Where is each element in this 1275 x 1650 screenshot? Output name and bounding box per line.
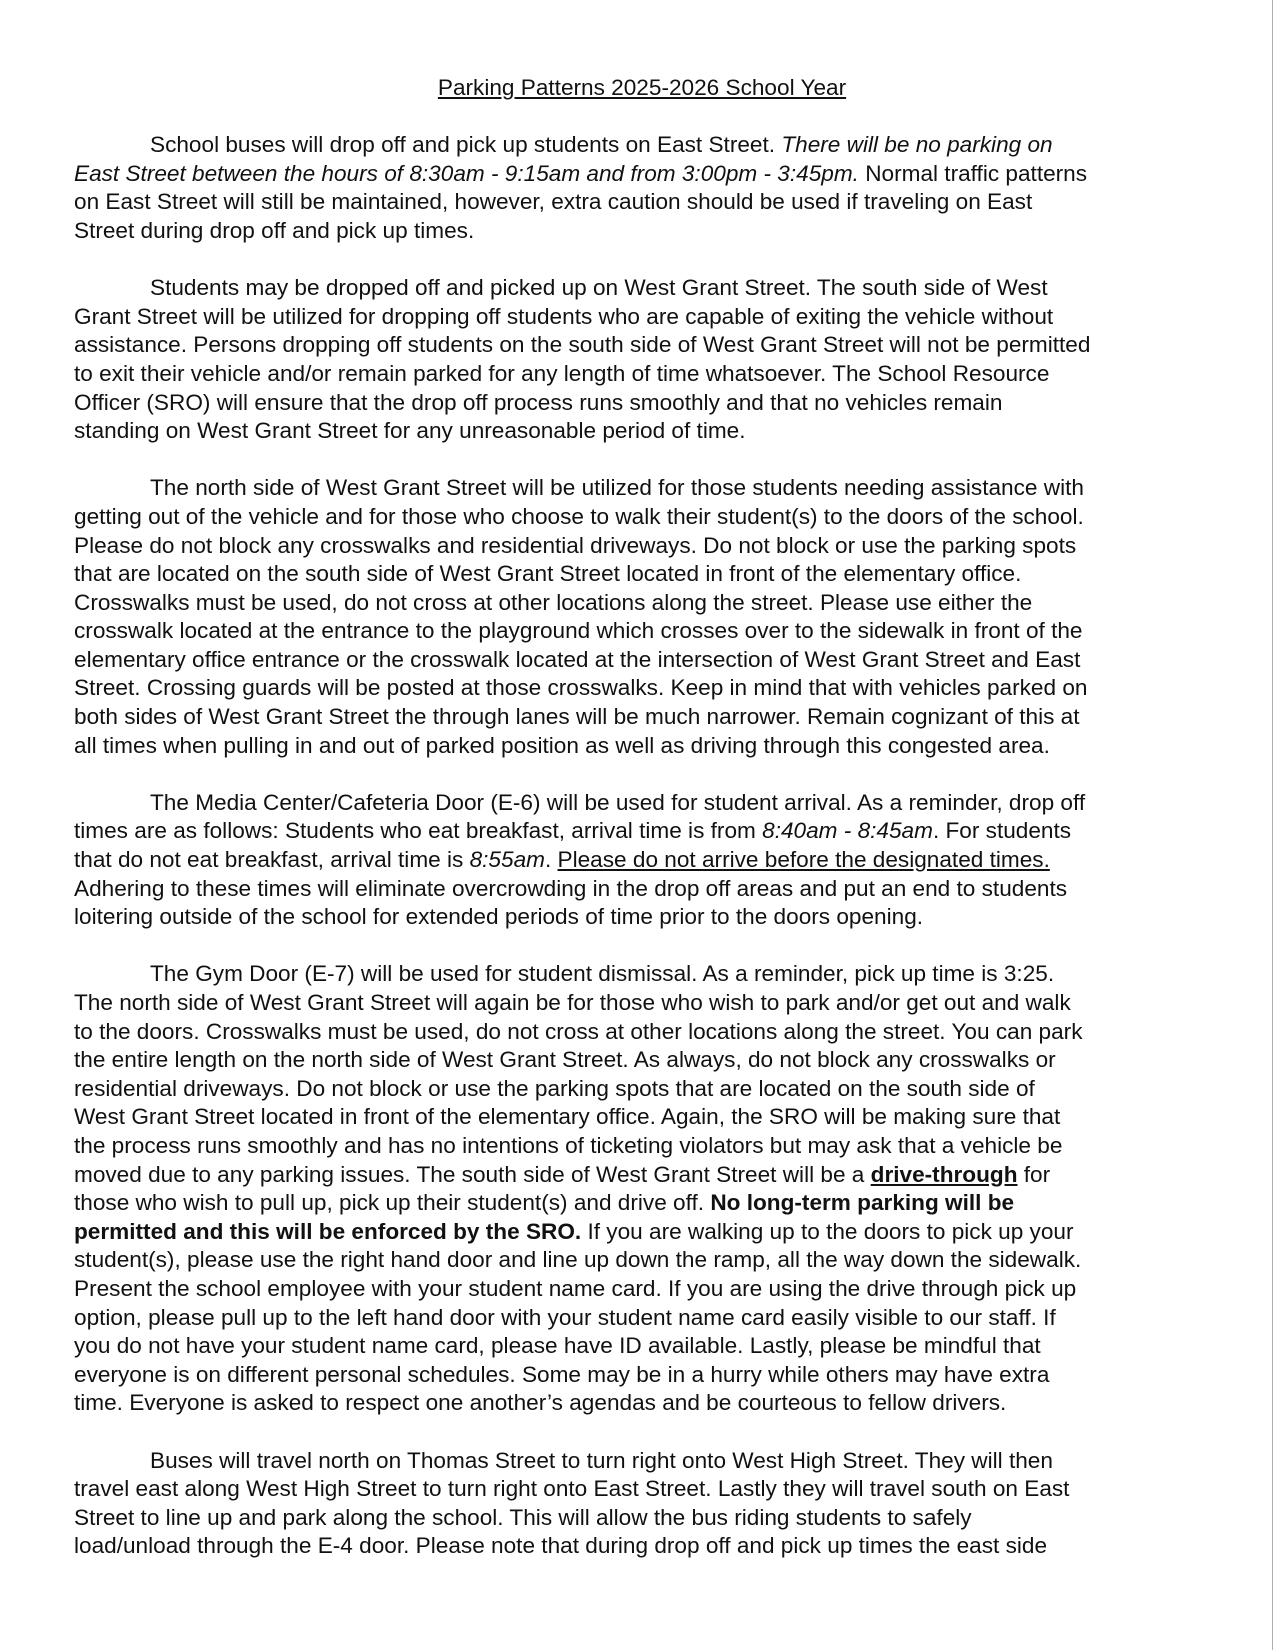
text-line xyxy=(74,389,1210,418)
text-run: Please do not block any crosswalks and residential driveways. Do not block or use the parking spots xyxy=(74,532,1077,558)
text-run: . xyxy=(544,847,558,873)
text-line xyxy=(74,1361,1210,1390)
text-line xyxy=(74,1475,1210,1504)
text-run: to the doors. Crosswalks must be used, do not cross at other locations along the street. You can park xyxy=(74,1018,1083,1044)
text-line xyxy=(74,1046,1210,1075)
document-body xyxy=(74,74,1210,1589)
text-line xyxy=(74,1218,1210,1247)
text-run: load/unload through the E-4 door. Please note that during drop off and pick up times the east side xyxy=(74,1533,1048,1559)
text-run: time. Everyone is asked to respect one another’s agendas and be courteous to fellow drivers. xyxy=(74,1390,1007,1416)
paragraph-bus-route xyxy=(74,1447,1210,1561)
text-line xyxy=(74,474,1210,503)
text-line xyxy=(74,1018,1210,1047)
text-run: to exit their vehicle and/or remain parked for any length of time whatsoever. The School Resource xyxy=(74,360,1050,386)
text-run: option, please pull up to the left hand door with your student name card easily visible to our staff. If xyxy=(74,1304,1056,1330)
text-line xyxy=(74,417,1210,446)
text-run: you do not have your student name card, please have ID available. Lastly, please be mindful that xyxy=(74,1333,1041,1359)
text-run: travel east along West High Street to turn right onto East Street. Lastly they will travel south on East xyxy=(74,1476,1070,1502)
text-run: residential driveways. Do not block or use the parking spots that are located on the south side of xyxy=(74,1075,1035,1101)
text-line xyxy=(74,160,1210,189)
text-run: The Gym Door (E-7) will be used for student dismissal. As a reminder, pick up time is 3:25. xyxy=(150,961,1055,987)
text-line xyxy=(74,703,1210,732)
paragraph-buses-east-street xyxy=(74,131,1210,245)
text-run: assistance. Persons dropping off students on the south side of West Grant Street will not be permitted xyxy=(74,332,1091,358)
text-line xyxy=(74,789,1210,818)
styled-text-run: permitted and this will be enforced by the SRO. xyxy=(74,1218,582,1244)
text-line xyxy=(74,188,1210,217)
text-run: Normal traffic patterns xyxy=(858,160,1088,186)
text-run: standing on West Grant Street for any unreasonable period of time. xyxy=(74,418,746,444)
text-line xyxy=(74,1332,1210,1361)
text-line xyxy=(74,274,1210,303)
text-run: that do not eat breakfast, arrival time is xyxy=(74,847,470,873)
text-run: Officer (SRO) will ensure that the drop off process runs smoothly and that no vehicles remain xyxy=(74,389,1003,415)
paragraph-west-grant-south xyxy=(74,274,1210,446)
styled-text-run: 8:55am xyxy=(469,847,545,873)
document-title: Parking Patterns 2025-2026 School Year xyxy=(437,75,847,100)
text-line xyxy=(74,303,1210,332)
text-line xyxy=(74,903,1210,932)
text-run: times are as follows: Students who eat breakfast, arrival time is from xyxy=(74,818,763,844)
text-line xyxy=(74,1532,1210,1561)
text-run: School buses will drop off and pick up students on East Street. xyxy=(150,132,782,158)
text-line xyxy=(74,532,1210,561)
text-line xyxy=(74,131,1210,160)
text-run: getting out of the vehicle and for those who choose to walk their student(s) to the doors of the school. xyxy=(74,503,1084,529)
text-run: Adhering to these times will eliminate overcrowding in the drop off areas and put an end to students xyxy=(74,875,1068,901)
text-run: the process runs smoothly and has no intentions of ticketing violators but may ask that a vehicle be xyxy=(74,1132,1063,1158)
text-run: student(s), please use the right hand door and line up down the ramp, all the way down the sidewalk. xyxy=(74,1247,1082,1273)
text-run: for xyxy=(1017,1161,1051,1187)
text-run: Students may be dropped off and picked up on West Grant Street. The south side of West xyxy=(150,275,1048,301)
text-line xyxy=(74,560,1210,589)
text-line xyxy=(74,360,1210,389)
text-line xyxy=(74,1075,1210,1104)
text-run: Street to line up and park along the school. This will allow the bus riding students to safely xyxy=(74,1504,972,1530)
text-line xyxy=(74,846,1210,875)
text-run: The north side of West Grant Street will be utilized for those students needing assistance with xyxy=(150,475,1084,501)
text-run: Buses will travel north on Thomas Street to turn right onto West High Street. They will then xyxy=(150,1447,1053,1473)
text-line xyxy=(74,1161,1210,1190)
text-line xyxy=(74,331,1210,360)
paragraph-list xyxy=(74,131,1210,1561)
paragraph-arrival xyxy=(74,789,1210,932)
text-line xyxy=(74,1103,1210,1132)
text-run: Street during drop off and pick up times. xyxy=(74,217,475,243)
text-run: The Media Center/Cafeteria Door (E-6) will be used for student arrival. As a reminder, drop off xyxy=(150,789,1086,815)
text-run: crosswalk located at the entrance to the playground which crosses over to the sidewalk in front of the xyxy=(74,618,1083,644)
paragraph-west-grant-north xyxy=(74,474,1210,760)
text-line xyxy=(74,817,1210,846)
text-run: Grant Street will be utilized for dropping off students who are capable of exiting the vehicle without xyxy=(74,303,1054,329)
text-run: elementary office entrance or the crosswalk located at the intersection of West Grant Street and East xyxy=(74,646,1081,672)
text-line xyxy=(74,1447,1210,1476)
styled-text-run: East Street between the hours of 8:30am - 9:15am and from 3:00pm - 3:45pm. xyxy=(74,160,859,186)
text-run: the entire length on the north side of West Grant Street. As always, do not block any crosswalks or xyxy=(74,1047,1056,1073)
text-run: that are located on the south side of West Grant Street located in front of the elementary office. xyxy=(74,561,1022,587)
text-run: both sides of West Grant Street the through lanes will be much narrower. Remain cognizant of this at xyxy=(74,704,1080,730)
text-run: loitering outside of the school for extended periods of time prior to the doors opening. xyxy=(74,904,924,930)
text-line xyxy=(74,646,1210,675)
text-line xyxy=(74,1304,1210,1333)
text-run: Street. Crossing guards will be posted at those crosswalks. Keep in mind that with vehicles parked on xyxy=(74,675,1088,701)
text-run: all times when pulling in and out of parked position as well as driving through this congested area. xyxy=(74,732,1050,758)
text-line xyxy=(74,217,1210,246)
text-line xyxy=(74,589,1210,618)
text-run: those who wish to pull up, pick up their student(s) and drive off. xyxy=(74,1190,711,1216)
text-run: West Grant Street located in front of the elementary office. Again, the SRO will be making sure that xyxy=(74,1104,1061,1130)
text-line xyxy=(74,732,1210,761)
styled-text-run: 8:40am - 8:45am xyxy=(762,818,933,844)
text-run: The north side of West Grant Street will again be for those who wish to park and/or get out and walk xyxy=(74,990,1071,1015)
text-line xyxy=(74,503,1210,532)
text-line xyxy=(74,1504,1210,1533)
text-line xyxy=(74,1389,1210,1418)
text-line xyxy=(74,1275,1210,1304)
page-edge-divider xyxy=(1272,0,1273,1650)
styled-text-run: There will be no parking on xyxy=(781,132,1053,158)
text-line xyxy=(74,989,1210,1018)
text-line xyxy=(74,1189,1210,1218)
text-run: moved due to any parking issues. The south side of West Grant Street will be a xyxy=(74,1161,871,1187)
text-line xyxy=(74,1132,1210,1161)
text-run: Crosswalks must be used, do not cross at other locations along the street. Please use either the xyxy=(74,589,1033,615)
text-run: If you are walking up to the doors to pick up your xyxy=(581,1218,1074,1244)
styled-text-run: drive-through xyxy=(870,1161,1018,1187)
styled-text-run: Please do not arrive before the designated times. xyxy=(557,847,1050,873)
text-line xyxy=(74,1246,1210,1275)
styled-text-run: No long-term parking will be xyxy=(710,1190,1015,1216)
text-run: on East Street will still be maintained, however, extra caution should be used if traveling on East xyxy=(74,189,1033,215)
text-run: Present the school employee with your student name card. If you are using the drive through pick up xyxy=(74,1275,1077,1301)
paragraph-dismissal xyxy=(74,960,1210,1418)
text-line xyxy=(74,674,1210,703)
text-run: . For students xyxy=(932,818,1072,844)
text-run: everyone is on different personal schedules. Some may be in a hurry while others may have extra xyxy=(74,1361,1050,1387)
text-line xyxy=(74,617,1210,646)
text-line xyxy=(74,875,1210,904)
text-line xyxy=(74,960,1210,989)
